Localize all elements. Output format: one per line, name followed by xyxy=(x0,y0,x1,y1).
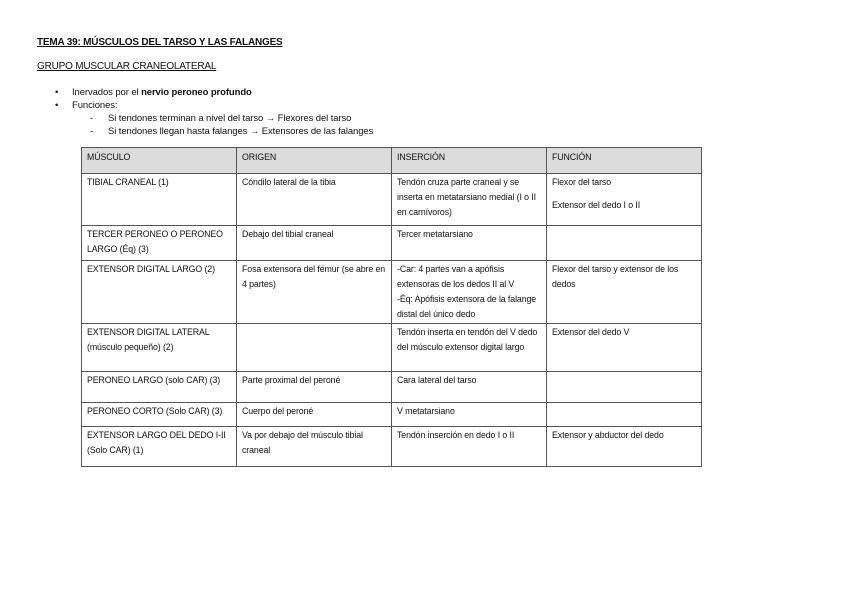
cell-muscle: PERONEO CORTO (Solo CAR) (3) xyxy=(82,403,237,427)
table-row xyxy=(82,174,702,226)
cell-function: Extensor y abductor del dedo xyxy=(547,427,702,467)
header-function: FUNCIÓN xyxy=(547,148,702,174)
innervation-nerve: nervio peroneo profundo xyxy=(141,87,252,98)
header-muscle: MÚSCULO xyxy=(82,148,237,174)
sub-item-tarsus xyxy=(55,112,373,125)
cell-insertion: -Car: 4 partes van a apófisis extensoras de los dedos II al V -Éq: Apófisis extensora de la falange distal del único dedo xyxy=(392,261,547,324)
cell-insertion: V metatarsiano xyxy=(392,403,547,427)
cell-function: Extensor del dedo V xyxy=(547,324,702,372)
table-row xyxy=(82,427,702,467)
header-origin: ORIGEN xyxy=(237,148,392,174)
muscle-table xyxy=(81,147,702,467)
innervation-prefix: Inervados por el xyxy=(72,87,142,98)
bullet-item-functions xyxy=(55,99,373,112)
cell-function xyxy=(547,372,702,403)
section-heading: GRUPO MUSCULAR CRANEOLATERAL xyxy=(37,61,217,72)
cell-insertion: Tendón inserta en tendón del V dedo del músculo extensor digital largo xyxy=(392,324,547,372)
bullet-icon: • xyxy=(55,100,59,111)
sub-item-text: Si tendones llegan hasta falanges → Extensores de las falanges xyxy=(108,126,374,137)
cell-muscle: TIBIAL CRANEAL (1) xyxy=(82,174,237,226)
dash-icon: - xyxy=(90,113,94,124)
bullet-icon: • xyxy=(55,87,59,98)
table-row xyxy=(82,372,702,403)
cell-origin: Cóndilo lateral de la tibia xyxy=(237,174,392,226)
cell-origin: Fosa extensora del fémur (se abre en 4 partes) xyxy=(237,261,392,324)
sub-item-text: Si tendones terminan a nivel del tarso → Flexores del tarso xyxy=(108,113,352,124)
bullet-item-innervation xyxy=(55,86,373,99)
header-insertion: INSERCIÓN xyxy=(392,148,547,174)
function-extra-text: Extensor del dedo I o II xyxy=(552,200,641,210)
sub-item-phalanges xyxy=(55,125,373,138)
cell-function xyxy=(547,174,702,226)
cell-muscle: PERONEO LARGO (solo CAR) (3) xyxy=(82,372,237,403)
cell-origin xyxy=(237,324,392,372)
dash-icon: - xyxy=(90,126,94,137)
cell-insertion: Tercer metatarsiano xyxy=(392,226,547,261)
table-header-row xyxy=(82,148,702,174)
innervation-text xyxy=(72,86,252,99)
cell-function xyxy=(547,226,702,261)
page-title: TEMA 39: MÚSCULOS DEL TARSO Y LAS FALANGES xyxy=(37,37,283,48)
cell-origin: Debajo del tibial craneal xyxy=(237,226,392,261)
cell-insertion: Cara lateral del tarso xyxy=(392,372,547,403)
cell-insertion: Tendón cruza parte craneal y se inserta en metatarsiano medial (I o II en carnívoros) xyxy=(392,174,547,226)
table-row xyxy=(82,403,702,427)
table-row xyxy=(82,226,702,261)
cell-function: Flexor del tarso y extensor de los dedos xyxy=(547,261,702,324)
table-row xyxy=(82,261,702,324)
bullet-list xyxy=(55,86,373,138)
table-row xyxy=(82,324,702,372)
cell-muscle: EXTENSOR DIGITAL LATERAL (músculo pequeño) (2) xyxy=(82,324,237,372)
cell-origin: Cuerpo del peroné xyxy=(237,403,392,427)
cell-muscle: TERCER PERONEO O PERONEO LARGO (Éq) (3) xyxy=(82,226,237,261)
cell-origin: Va por debajo del músculo tibial craneal xyxy=(237,427,392,467)
functions-label: Funciones: xyxy=(72,100,118,111)
cell-function xyxy=(547,403,702,427)
cell-insertion: Tendón inserción en dedo I o II xyxy=(392,427,547,467)
cell-muscle: EXTENSOR DIGITAL LARGO (2) xyxy=(82,261,237,324)
cell-muscle: EXTENSOR LARGO DEL DEDO I-II (Solo CAR) (1) xyxy=(82,427,237,467)
cell-origin: Parte proximal del peroné xyxy=(237,372,392,403)
function-text: Flexor del tarso xyxy=(552,177,612,187)
